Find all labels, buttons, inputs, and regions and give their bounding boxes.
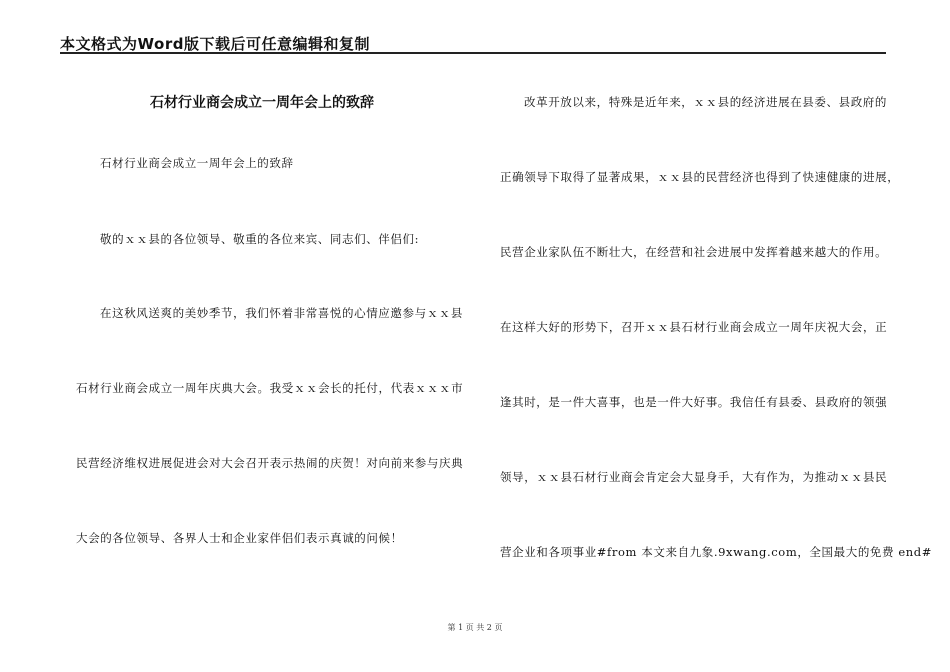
paragraph-line: 正确领导下取得了显著成果，ｘｘ县的民营经济也得到了快速健康的进展， bbox=[500, 170, 900, 184]
paragraph-line: 石材行业商会成立一周年会上的致辞 bbox=[100, 156, 294, 170]
page-footer: 第 1 页 共 2 页 bbox=[447, 623, 503, 632]
paragraph-line: 逢其时，是一件大喜事，也是一件大好事。我信任有县委、县政府的领强 bbox=[500, 395, 888, 409]
paragraph-line: 领导，ｘｘ县石材行业商会肯定会大显身手，大有作为，为推动ｘｘ县民 bbox=[500, 470, 888, 484]
paragraph-line: 石材行业商会成立一周年庆典大会。我受ｘｘ会长的托付，代表ｘｘｘ市 bbox=[76, 381, 464, 395]
paragraph-line: 大会的各位领导、各界人士和企业家伴侣们表示真诚的问候！ bbox=[76, 531, 403, 545]
paragraph-line: 在这样大好的形势下，召开ｘｘ县石材行业商会成立一周年庆祝大会，正 bbox=[500, 320, 888, 334]
paragraph-line: 民营企业家队伍不断壮大，在经营和社会进展中发挥着越来越大的作用。 bbox=[500, 245, 888, 259]
document-header: 本文格式为Word版下载后可任意编辑和复制 bbox=[60, 35, 370, 53]
paragraph-line: 敬的ｘｘ县的各位领导、敬重的各位来宾、同志们、伴侣们: bbox=[100, 232, 420, 246]
paragraph-line: 改革开放以来，特殊是近年来，ｘｘ县的经济进展在县委、县政府的 bbox=[524, 95, 887, 109]
header-rule bbox=[60, 52, 886, 54]
paragraph-line: 在这秋风送爽的美妙季节，我们怀着非常喜悦的心情应邀参与ｘｘ县 bbox=[100, 306, 463, 320]
paragraph-line: 民营经济维权进展促进会对大会召开表示热闹的庆贺！对向前来参与庆典 bbox=[76, 456, 464, 470]
paragraph-line: 营企业和各项事业#from 本文来自九象.9xwang.com，全国最大的免费 end# bbox=[500, 545, 932, 559]
document-title: 石材行业商会成立一周年会上的致辞 bbox=[150, 95, 374, 111]
